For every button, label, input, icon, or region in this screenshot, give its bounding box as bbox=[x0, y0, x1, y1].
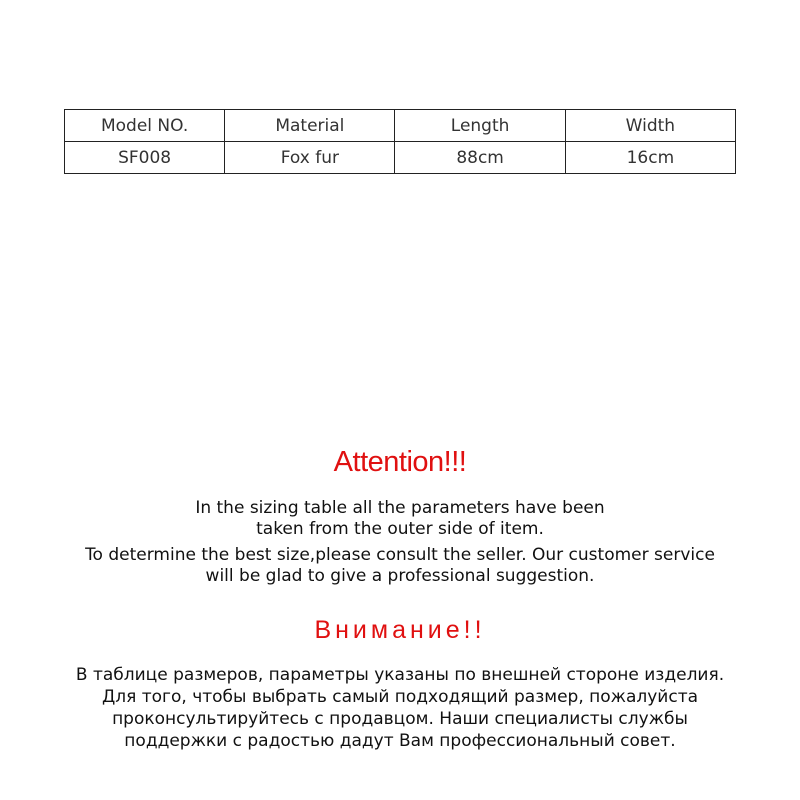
notice-en-line: To determine the best size,please consult the seller. Our customer service bbox=[85, 545, 715, 565]
cell-length: 88cm bbox=[395, 142, 565, 174]
size-table-header-row bbox=[65, 110, 736, 142]
notice-ru-paragraph bbox=[0, 664, 800, 752]
header-width: Width bbox=[565, 110, 735, 142]
header-material: Material bbox=[225, 110, 395, 142]
notice-ru-line: Для того, чтобы выбрать самый подходящий размер, пожалуйста bbox=[101, 687, 699, 707]
notice-en-paragraph-2 bbox=[0, 545, 800, 587]
notice-ru-line: В таблице размеров, параметры указаны по внешней стороне изделия. bbox=[75, 665, 725, 685]
attention-title-en: Attention!!! bbox=[333, 446, 467, 478]
cell-model-no: SF008 bbox=[65, 142, 225, 174]
notice-en-line: will be glad to give a professional suggestion. bbox=[205, 566, 595, 586]
attention-title-ru: Внимание!! bbox=[314, 616, 486, 644]
notice-ru-line: поддержки с радостью дадут Вам профессиональный совет. bbox=[124, 731, 676, 751]
notice-en-paragraph-1 bbox=[0, 498, 800, 540]
notice-ru-line: проконсультируйтесь с продавцом. Наши специалисты службы bbox=[112, 709, 688, 729]
cell-width: 16cm bbox=[565, 142, 735, 174]
cell-material: Fox fur bbox=[225, 142, 395, 174]
notice-en-line: taken from the outer side of item. bbox=[256, 519, 544, 539]
notice-en-line: In the sizing table all the parameters have been bbox=[195, 498, 605, 518]
size-table-row bbox=[65, 142, 736, 174]
header-model-no: Model NO. bbox=[65, 110, 225, 142]
size-table bbox=[64, 109, 736, 174]
header-length: Length bbox=[395, 110, 565, 142]
